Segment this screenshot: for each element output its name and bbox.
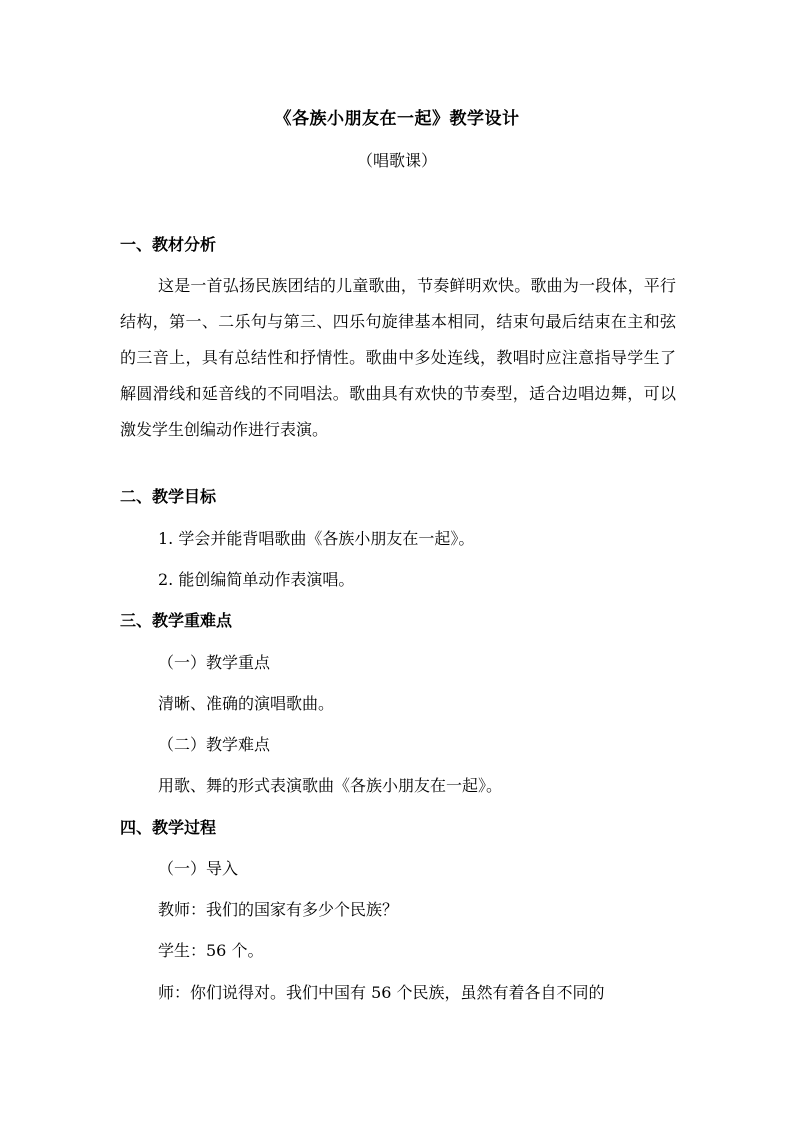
document-subtitle: （唱歌课） — [356, 151, 437, 170]
difficulty-text: 用歌、舞的形式表演歌曲《各族小朋友在一起》。 — [158, 776, 503, 795]
dialogue-line: 教师：我们的国家有多少个民族？ — [158, 900, 399, 919]
analysis-paragraph: 这是一首弘扬民族团结的儿童歌曲，节奏鲜明欢快。歌曲为一段体，平行结构，第一、二乐句与第三、四乐句旋律基本相同，结束句最后结束在主和弦的三音上，具有总结性和抒情性。歌曲中多处连线，教唱时应注意指导学生了解圆滑线和延音线的不同唱法。歌曲具有欢快的节奏型，适合边唱边舞，可以激发学生创编动作进行表演。 — [120, 276, 676, 439]
objective-item: 1. 学会并能背唱歌曲《各族小朋友在一起》。 — [158, 529, 475, 548]
subsection-label-intro: （一）导入 — [158, 859, 239, 878]
key-point-text: 清晰、准确的演唱歌曲。 — [158, 694, 335, 713]
subsection-label-key-point: （一）教学重点 — [158, 653, 271, 672]
section-heading-objectives: 二、教学目标 — [120, 487, 217, 506]
section-heading-key-points: 三、教学重难点 — [120, 611, 233, 630]
section-heading-analysis: 一、教材分析 — [120, 235, 217, 254]
dialogue-line: 学生：56 个。 — [158, 941, 264, 960]
section-heading-process: 四、教学过程 — [120, 818, 217, 837]
dialogue-line: 师：你们说得对。我们中国有 56 个民族，虽然有着各自不同的 — [158, 983, 605, 1002]
document-title: 《各族小朋友在一起》教学设计 — [274, 109, 520, 129]
subsection-label-difficulty: （二）教学难点 — [158, 735, 271, 754]
objective-item: 2. 能创编简单动作表演唱。 — [158, 570, 355, 589]
